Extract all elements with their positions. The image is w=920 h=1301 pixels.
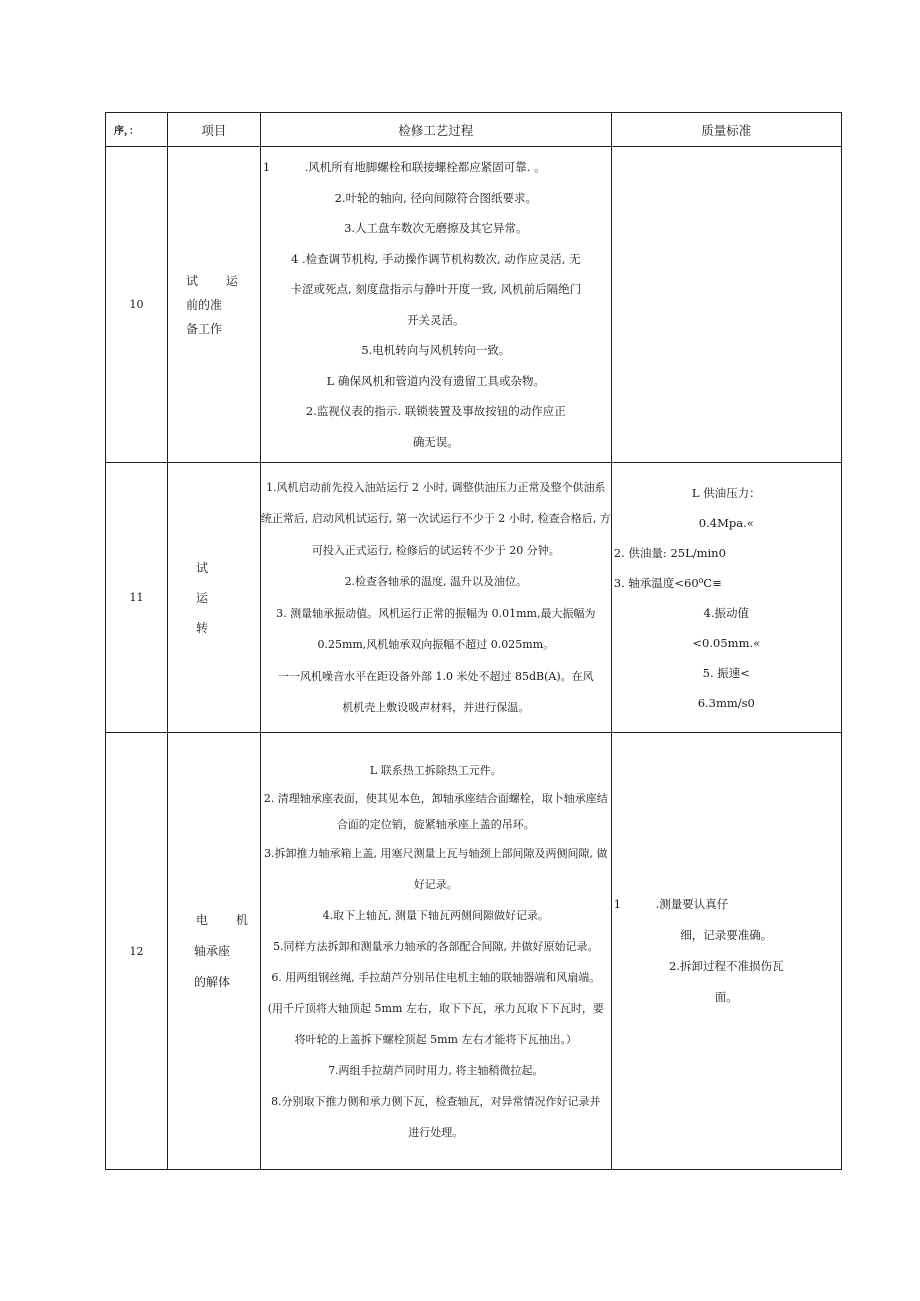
item-line: 电 机: [196, 912, 260, 927]
process-line: 卡涩或死点, 刻度盘指示与静叶开度一致, 风机前后隔绝门: [290, 282, 582, 296]
standard-line: 1 .测量要认真仔: [613, 897, 729, 911]
item-line: 运: [196, 590, 209, 605]
table-row: [106, 147, 842, 463]
header-item: 项目: [168, 113, 261, 147]
process-line: 5.同样方法拆卸和测量承力轴承的各部配合间隙, 并做好原始记录。: [273, 939, 599, 953]
process-line: L 联系热工拆除热工元件。: [369, 763, 502, 777]
standard-line: 2. 供油量: 25L/min0: [613, 545, 726, 560]
item-cell: [168, 733, 261, 1170]
table-row: [106, 463, 842, 733]
process-line: 3.人工盘车数次无磨擦及其它异常。: [344, 221, 528, 235]
process-cell: [260, 463, 611, 733]
process-line: 开关灵活。: [407, 312, 465, 327]
process-line: L 确保风机和管道内没有遗留工具或杂物。: [326, 373, 545, 388]
process-line: 统正常后, 启动风机试运行, 第一次试运行不少于 2 小时, 检查合格后, 方: [260, 512, 611, 525]
process-cell: [260, 733, 611, 1170]
standard-line: <0.05mm.«: [692, 635, 761, 650]
table-row: [106, 733, 842, 1170]
process-line: 确无误。: [412, 434, 459, 449]
row-number: 10: [106, 147, 168, 463]
item-line: 转: [196, 620, 209, 635]
process-cell: [260, 147, 611, 463]
standard-line: 细，记录要准确。: [680, 928, 773, 942]
process-line: 3. 测量轴承振动值。风机运行正常的振幅为 0.01mm,最大振幅为: [276, 606, 596, 620]
standard-cell: [611, 147, 841, 463]
process-line: 3.拆卸推力轴承箱上盖, 用塞尺测量上瓦与轴颈上部间隙及两侧间隙, 做: [264, 846, 608, 860]
item-cell: [168, 463, 261, 733]
process-line: 可投入正式运行, 检修后的试运转不少于 20 分钟。: [311, 543, 560, 557]
standard-line: L 供油压力：: [691, 485, 761, 500]
process-line: 机机壳上敷设吸声材料，并进行保温。: [342, 701, 530, 714]
standard-line: 5. 振速<: [702, 665, 750, 680]
process-line: 2.叶轮的轴向, 径向间隙符合图纸要求。: [334, 190, 537, 205]
process-line: 2.检查各轴承的温度, 温升以及油位。: [344, 575, 528, 588]
standard-line: 6.3mm∕s0: [697, 695, 755, 710]
process-line: 6. 用两组钢丝绳, 手拉葫芦分别吊住电机主轴的联轴器端和风扇端。: [271, 970, 601, 984]
standard-line: 3. 轴承温度<60⁰C≡: [613, 575, 722, 590]
item-cell: [168, 147, 261, 463]
maintenance-procedure-table: [105, 112, 842, 1170]
process-line: 7.两组手拉葫芦同时用力, 将主轴稍微拉起。: [328, 1063, 544, 1077]
process-line: 一一风机噪音水平在距设备外部 1.0 米处不超过 85dB(A)。在风: [277, 669, 594, 683]
header-seq: 序，：: [106, 113, 168, 147]
item-line: 备工作: [186, 321, 223, 336]
process-line: 0.25mm,风机轴承双向振幅不超过 0.025mm。: [317, 638, 555, 651]
row-number: 12: [106, 733, 168, 1170]
item-line: 试 运: [186, 273, 250, 288]
standard-line: 0.4Mpa.«: [698, 515, 754, 530]
process-line: 合面的定位销，旋紧轴承座上盖的吊环。: [336, 817, 535, 831]
standard-cell: [611, 733, 841, 1170]
item-line: 轴承座: [194, 943, 231, 958]
process-line: 4 .检查调节机构, 手动操作调节机构数次, 动作应灵活, 无: [291, 251, 581, 266]
process-line: 将叶轮的上盖拆下螺栓顶起 5mm 左右才能将下瓦抽出。）: [294, 1032, 577, 1046]
process-line: 好记录。: [413, 877, 458, 891]
process-line: 5.电机转向与风机转向一致。: [361, 343, 511, 357]
process-line: 8.分别取下推力侧和承力侧下瓦，检查轴瓦，对异常情况作好记录并: [271, 1094, 601, 1108]
standard-line: 2.拆卸过程不准损伤瓦: [669, 959, 784, 973]
process-line: 1.风机启动前先投入油站运行 2 小时, 调整供油压力正常及整个供油系: [266, 480, 606, 494]
standard-cell: [611, 463, 841, 733]
process-line: 进行处理。: [408, 1125, 464, 1139]
standard-line: 面。: [714, 990, 738, 1004]
process-line: 2. 清理轴承座表面，使其见本色，卸轴承座结合面螺栓，取卜轴承座结: [263, 791, 608, 805]
process-line: 4.取下上轴瓦, 测量下轴瓦两侧间隙做好记录。: [322, 908, 550, 922]
item-line: 前的准: [186, 297, 223, 312]
item-line: 试: [196, 560, 209, 575]
header-row: [106, 113, 842, 147]
process-line: 1 .风机所有地脚螺栓和联接螺栓都应紧固可靠. 。: [262, 160, 546, 174]
header-standard: 质量标准: [611, 113, 841, 147]
item-line: 的解体: [194, 974, 231, 989]
process-line: (用千斤顶将大轴顶起 5mm 左右，取下下瓦，承力瓦取下下瓦时，要: [267, 1001, 604, 1015]
standard-line: 4.振动值: [703, 605, 750, 620]
header-process: 检修工艺过程: [260, 113, 611, 147]
process-line: 2.监视仪表的指示. 联锁装置及事故按钮的动作应正: [305, 404, 566, 418]
procedure-table: [105, 112, 842, 1170]
row-number: 11: [106, 463, 168, 733]
